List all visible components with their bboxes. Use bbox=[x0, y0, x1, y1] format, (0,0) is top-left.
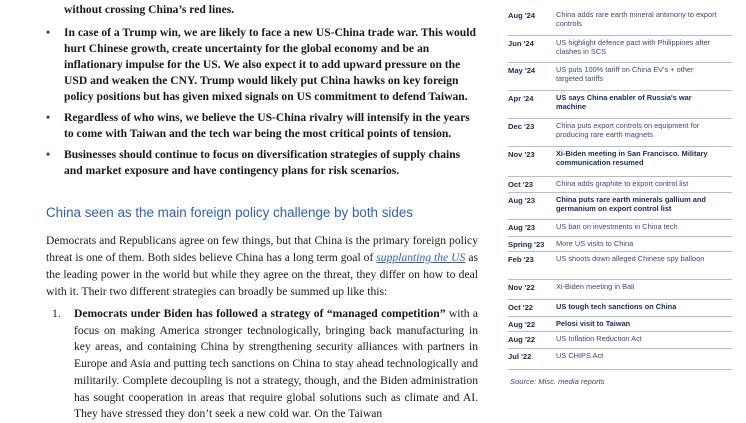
timeline-date: May '24 bbox=[508, 66, 536, 75]
timeline-event: US tough tech sanctions on China bbox=[556, 302, 677, 311]
timeline-separator bbox=[508, 299, 732, 300]
timeline-date: Aug '23 bbox=[508, 223, 536, 232]
source-note: Source: Misc. media reports bbox=[510, 377, 605, 386]
timeline-date: Nov '22 bbox=[508, 283, 535, 292]
timeline-row bbox=[508, 38, 720, 56]
timeline-separator bbox=[508, 118, 732, 119]
paragraph-text-2: as the leading power in the world but while they agree on the threat, they differ on how to deal with it. Their two different strategies can broadly be summed up like this: bbox=[46, 251, 478, 298]
timeline-row bbox=[508, 222, 720, 232]
timeline-date: Feb '23 bbox=[508, 255, 534, 264]
timeline-event: More US visits to China bbox=[556, 239, 634, 248]
timeline-date: Aug '23 bbox=[508, 196, 536, 205]
timeline-event: US puts 100% tariff on China EV's + other targeted tariffs bbox=[556, 65, 694, 83]
supplanting-link[interactable]: supplanting the US bbox=[376, 251, 466, 264]
paragraph-text-1: Democrats and Republicans agree on few things, but that China is the primary foreign policy threat is one of them. Both sides believe China has a long term goal of bbox=[46, 234, 478, 264]
timeline-separator bbox=[508, 369, 732, 370]
timeline-row bbox=[508, 195, 720, 213]
timeline-row bbox=[508, 93, 720, 111]
timeline-separator bbox=[508, 146, 732, 147]
timeline-row bbox=[508, 302, 720, 312]
timeline-separator bbox=[508, 331, 732, 332]
timeline-event: US CHIPS Act bbox=[556, 351, 604, 360]
timeline-separator bbox=[508, 279, 732, 280]
timeline-row bbox=[508, 65, 720, 83]
bullet-dot-icon: • bbox=[46, 26, 51, 39]
bullet-text: In case of a Trump win, we are likely to face a new US-China trade war. This would hurt Chinese growth, create uncertainty for the global economy and be an inflationary impulse for the US. We also expect it to add upward pressure on the USD and weaken the CNY. Trump would likely put China hawks on key foreign policy positions but has given mixed signals on US commitment to defend Taiwan. bbox=[64, 26, 476, 103]
bullet-item bbox=[46, 147, 478, 179]
timeline-row bbox=[508, 282, 720, 292]
bullet-dot-icon: • bbox=[46, 111, 51, 124]
bullet-item bbox=[46, 110, 478, 142]
timeline-date: Aug '22 bbox=[508, 335, 536, 344]
timeline-event: Pelosi visit to Taiwan bbox=[556, 319, 631, 328]
timeline-separator bbox=[508, 62, 732, 63]
timeline-date: Apr '24 bbox=[508, 94, 534, 103]
timeline-row bbox=[508, 149, 720, 167]
timeline-event: China adds rare earth mineral antimony to export controls bbox=[556, 10, 717, 28]
timeline-row bbox=[508, 10, 720, 28]
timeline-separator bbox=[508, 90, 732, 91]
timeline-date: Aug '24 bbox=[508, 11, 536, 20]
timeline-row bbox=[508, 334, 720, 344]
timeline-row bbox=[508, 319, 720, 329]
bullet-text: Regardless of who wins, we believe the US-China rivalry will intensify in the years to come with Taiwan and the tech war being the most critical points of tension. bbox=[64, 111, 470, 140]
item-number: 1. bbox=[52, 307, 61, 320]
bullet-item bbox=[46, 25, 478, 105]
timeline-date: Aug '22 bbox=[508, 320, 536, 329]
timeline-date: Oct '23 bbox=[508, 180, 534, 189]
timeline-separator bbox=[508, 236, 732, 237]
item-bold-lead: Democrats under Biden has followed a strategy of “managed competition” bbox=[74, 307, 446, 320]
timeline-event: Xi-Biden meeting in Bali bbox=[556, 282, 635, 291]
timeline-date: Oct '22 bbox=[508, 303, 534, 312]
timeline-date: Dec '23 bbox=[508, 122, 535, 131]
timeline-separator bbox=[508, 192, 732, 193]
timeline-separator bbox=[508, 176, 732, 177]
timeline-row bbox=[508, 254, 720, 264]
timeline-date: Jun '24 bbox=[508, 39, 534, 48]
strategy-item bbox=[46, 306, 478, 423]
timeline-event: Xi-Biden meeting in San Francisco. Military communication resumed bbox=[556, 149, 708, 167]
key-points-list bbox=[46, 25, 478, 184]
strategy-list bbox=[46, 306, 478, 423]
timeline-row bbox=[508, 121, 720, 139]
bullet-dot-icon: • bbox=[46, 148, 51, 161]
timeline-date: Jul '22 bbox=[508, 352, 532, 361]
bullet-text: Businesses should continue to focus on diversification strategies of supply chains and market exposure and have contingency plans for risk scenarios. bbox=[64, 148, 461, 177]
timeline-row bbox=[508, 351, 720, 361]
timeline-separator bbox=[508, 251, 732, 252]
intro-paragraph bbox=[46, 232, 478, 300]
timeline-event: US shoots down alleged Chinese spy balloon bbox=[556, 254, 705, 263]
timeline-separator bbox=[508, 348, 732, 349]
section-heading: China seen as the main foreign policy challenge by both sides bbox=[46, 205, 413, 220]
timeline-event: US says China enabler of Russia's war machine bbox=[556, 93, 692, 111]
timeline-event: US highlight defence pact with Philippines after clashes in SCS bbox=[556, 38, 711, 56]
timeline-event: China puts export controls on equipment for producing rare earth magnets bbox=[556, 121, 700, 139]
timeline-separator bbox=[508, 35, 732, 36]
timeline-separator bbox=[508, 219, 732, 220]
timeline-row bbox=[508, 239, 720, 249]
timeline-event: China puts rare earth minerals gallium and germanium on export control list bbox=[556, 195, 706, 213]
timeline-event: US ban on investments in China tech bbox=[556, 222, 678, 231]
top-fragment: without crossing China’s red lines. bbox=[64, 3, 235, 16]
timeline-separator bbox=[508, 316, 732, 317]
timeline-date: Spring '23 bbox=[508, 240, 545, 249]
timeline-row bbox=[508, 179, 720, 189]
timeline-event: China adds graphite to export control list bbox=[556, 179, 689, 188]
timeline-date: Nov '23 bbox=[508, 150, 535, 159]
timeline-event: US Inflation Reduction Act bbox=[556, 334, 642, 343]
item-text: with a focus on making America stronger technologically, bringing back manufacturing in key areas, and containing China by strengthening security alliances with partners in Europe and Asia and putting tech sanctions on China to stay ahead technologically and militarily. Complete decoupling is not a strategy, though, and the Biden administration has sought cooperation in areas that require global solutions such as climate and AI. They have stressed they don’t seek a new cold war. On the Taiwan bbox=[74, 307, 479, 421]
